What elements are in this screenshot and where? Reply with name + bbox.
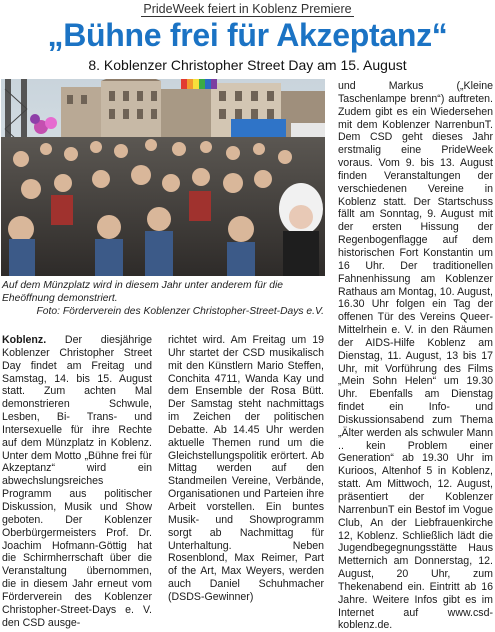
column-2-text: richtet wird. Am Freitag um 19 Uhr startet der CSD musikalisch mit den Künstlern Mario Steffen, Conchita 4711, Wanda Kay und dem Ensemble der Rosa Bütt. Der Samstag steht nachmittags im Zeichen der politischen Debatte. Ab 14.45 Uhr werden aktuelle Themen rund um die Gleichstellungspolitik erörtert. Ab Mittag werden auf den Standmeilen Vereine, Verbände, Organisationen und Parteien ihre Arbeit vorstellen. Ein buntes Musik- und Showprogramm sorgt ab Nachmittag für Unterhaltung. Neben Rosenblond, Max Reimer, Part of the Art, Max Weyers, werden auch Daniel Schuhmacher (DSDS-Gewinner) [168, 334, 324, 603]
event-photo [1, 79, 325, 276]
headline: „Bühne frei für Akzeptanz“ [47, 17, 448, 53]
article-column-1 [2, 334, 152, 629]
column-3-text: und Markus („Kleine Taschenlampe brenn“) auftreten. Zudem gibt es ein Wiedersehen mit dem Koblenzer NarrenbunT. Dem CSD geht dieses Jahr erstmalig eine PrideWeek voraus. Vom 9. bis 13. August finden Veranstaltungen der verschiedenen Vereine in Koblenz statt. Der Startschuss fällt am Sonntag, 9. August mit der ersten Hissung der Regenbogenflagge auf dem historischen Fort Konstantin um 16 Uhr. Der traditionellen Fahnenhissung am Koblenzer Rathaus am Montag, 10. August, 16.30 Uhr folgen ein Tag der offenen Tür des Vereins Queer-Mittelrhein e. V. in den Räumen der AIDS-Hilfe Koblenz am Dienstag, 11. August, 13 bis 17 Uhr, mit Vorführung des Films „Mein Sohn Helen“ um 19.30 Uhr. Ebenfalls am Dienstag findet ein Info- und Diskussionsabend zum Thema „Älter werden als schwuler Mann .. kein Problem einer Generation“ ab 19.30 Uhr im Kurioos, Altenhof 5 in Koblenz, statt. Am Mittwoch, 12. August, präsentiert der Koblenzer NarrenbunT ein Bestof im Vogue Club, An der Liebfrauenkirche 12, Koblenz. Schließlich lädt die Jugendbegegnungsstätte Haus Metternich am Donnerstag, 12. August, 20 Uhr, zum Thekenabend ein. Eintritt ab 16 Jahre. Weitere Infos gibt es im Internet auf www.csd-koblenz.de. [338, 80, 493, 632]
dateline: Koblenz. [2, 334, 47, 346]
column-1-text: Der diesjährige Koblenzer Christopher Street Day findet am Freitag und Samstag, 14. bis 15. August statt. Zum achten Mal demonstrieren Schwule, Lesben, Bi- Trans- und Intersexuelle für ihre Rechte auf dem Münzplatz in Koblenz. Unter dem Motto „Bühne frei für Akzeptanz“ wird ein abwechslungsreiches Programm aus politischer Diskussion, Musik und Show geboten. Der Koblenzer Oberbürgermeisters Prof. Dr. Joachim Hofmann-Göttig hat die Schirmherrschaft über die Veranstaltung übernommen, die in diesem Jahr erneut vom Förderverein des Koblenzer Christopher-Street-Days e. V. den CSD ausge- [2, 334, 152, 629]
article-column-3 [338, 80, 493, 632]
photo-caption: Auf dem Münzplatz wird in diesem Jahr unter anderem für die Eheöffnung demonstriert. [2, 280, 284, 304]
subhead: 8. Koblenzer Christopher Street Day am 15. August [88, 57, 407, 73]
crowd-photo-illustration [1, 79, 325, 276]
kicker-text: PrideWeek feiert in Koblenz Premiere [143, 2, 352, 16]
photo-credit: Foto: Förderverein des Koblenzer Christopher-Street-Days e.V. [36, 306, 324, 317]
kicker [0, 2, 495, 16]
article-column-2 [168, 334, 324, 604]
